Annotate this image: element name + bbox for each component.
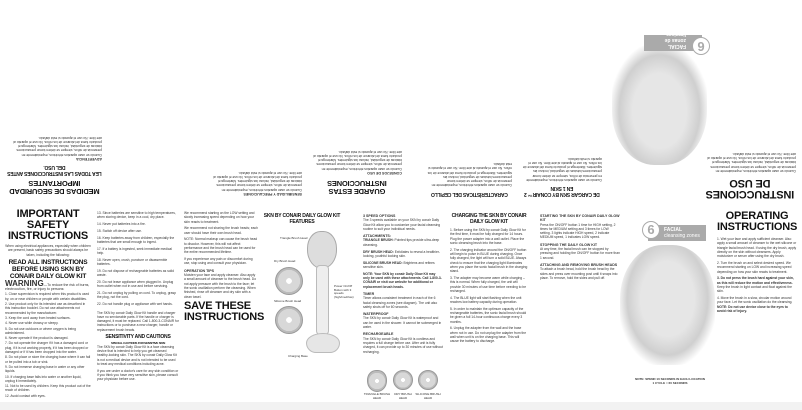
spanish-uso xyxy=(704,149,796,199)
charging-title: CHARGING THE SKN BY CONAIR DAILY GLOW KIT xyxy=(451,213,527,225)
rechargeable-text: The SKN by conair Daily Glow Kit is cordless and requires a full charge before use. After unit is fully charged, it can provide up to 30 minutes of use without recharging. xyxy=(363,336,443,354)
safety-item: 9. Do not immerse charging base in water or any other liquids. xyxy=(5,364,85,374)
safety-column-2 xyxy=(97,211,179,384)
silicone-head-image xyxy=(418,370,438,390)
base-label: Charging Base xyxy=(288,354,308,358)
dry-desc-label: DRY BRUSH HEAD: xyxy=(363,249,394,254)
safety-item: 1. Close supervision is required when this product is used by, on or near children or people with certain disabilities. xyxy=(5,292,90,301)
operating-step-3-bold: 3. Do not press the brush hard against your skin, as this will reduce the motion and effectiveness. xyxy=(717,276,794,285)
heading-guarde: GUARDE ESTAS INSTRUCCIONES xyxy=(327,179,387,196)
silicone-brush-image xyxy=(275,306,303,334)
dry-label: Dry Brush Head xyxy=(274,259,296,263)
save-instructions: SAVE THESE INSTRUCTIONS xyxy=(184,300,265,324)
heading-uso: INSTRUCCIONES DE USO xyxy=(705,177,795,200)
heading-lea: LEA TODAS LAS INSTRUCCIONES ANTES DEL USO. xyxy=(7,164,102,176)
triangle-desc xyxy=(363,238,443,247)
sensitivity-subtitle: SPECIAL CAUTIONS FOR SENSITIVE SKIN xyxy=(110,340,166,345)
safety-column xyxy=(5,209,91,399)
english-section xyxy=(0,205,802,410)
stopping-text: At any time, the facial brush can be stopped by pressing and holding the ON/OFF button for more than 1 second. xyxy=(540,247,620,260)
safety-item: 2. Use product only for its intended use as described in this instruction booklet. Do not use attachments not recommended by the manufacturer. xyxy=(5,302,86,315)
attachments-note: NOTE: Your SKN by conair Daily Glow Kit may only be used with these attachments. Call 1-800-3-CONAIR or visit our website for additional or replacement brush heads. xyxy=(363,271,442,289)
safety-item: 7. Do not operate the charger if it has a damaged cord or plug, if it is not working properly, if it has been dropped or damaged or if it has been dropped into the water. xyxy=(5,341,89,355)
body-text: Cuando se usan aparatos eléctricos, especialmente en presencia de niños, siempre se deben tomar precauciones básicas de seguridad, incluso las siguientes. Mantenga el producto fuera del alcance de los niños. No use el aparato al aire libre. No use el aparato si está dañado. xyxy=(522,156,602,182)
recommend-p2: We recommend not sharing the brush heads; each user should have their own brush head. xyxy=(184,226,258,235)
safety-intro: When using electrical appliances, especially when children are present, basic safety precautions should always be taken, including the following: xyxy=(5,244,91,257)
tips-title: OPERATION TIPS xyxy=(184,268,215,273)
heading-consejos: CONSEJOS DE USO xyxy=(367,171,402,175)
body-text: Cuando se usan aparatos eléctricos, especialmente en presencia de niños, siempre se deben tomar precauciones básicas de seguridad, incluso las siguientes. Mantenga el producto fuera del alcance de los niños. No use el aparato al aire libre. No use el aparato si está dañado. xyxy=(213,170,302,192)
triangle-brush-image xyxy=(307,231,337,269)
charging-step: 2. The charging indicator around the ON/OFF button will begin to pulse in BLUE during charging. Once fully charged, the light will turn a solid BLUE. Always check to ensure that the charging light illuminates when you place the sonic facial brush in the charging stand. xyxy=(450,247,528,274)
spanish-sensibilidad xyxy=(212,168,302,199)
dry-head-label: DRY BRUSH HEAD xyxy=(394,392,412,400)
charging-step: 3. The adapter may become warm while charging – this is normal. When fully charged, the unit will provide 30 minutes of use time before needing to be recharged. xyxy=(450,275,527,293)
spanish-guarde xyxy=(312,147,402,199)
operating-step-1: 1. Wet your face and apply sufficient cleanser. Also apply a small amount of cleanser to the wet silicone or triangle facial brush head. If using the dry brush, apply directly on the skin without cleansers. Apply moisturizer or serum after using the dry brush. xyxy=(717,237,797,259)
charging-step: 4. The BLUE light will start flashing when the unit reaches low battery capacity during operation. xyxy=(450,295,522,304)
body-text: Cuando se usan aparatos eléctricos, especialmente en presencia de niños, siempre se deben tomar precauciones básicas de seguridad, incluso las siguientes. Mantenga el producto fuera del alcance de los niños. No use el aparato al aire libre. No use el aparato si está dañado. xyxy=(313,149,402,171)
sensitivity-title: SENSITIVITY AND CAUTIONS xyxy=(105,334,171,341)
starting-text: Press the ON/OFF button 1 time for HIGH setting, 2 times for MEDIUM setting and 3 times for LOW setting. 3 lights indicate HIGH speed, 2 indicate MEDIUM speed, 1 indicates LOW speed. xyxy=(540,222,616,240)
operating-step-4-text: 4. Move the brush in a slow, circular motion around your face. Let the sonic oscillation do the cleansing. xyxy=(717,296,793,305)
speeds-text: The 3 speeds available on your SKN by conair Daily Glow Kit allow you to customize your facial cleansing routine to suit your individual needs. xyxy=(363,218,441,231)
silicone-desc-label: SILICONE BRUSH HEAD: xyxy=(363,260,403,265)
safety-item: 22. Do not handle plug or appliance with wet hands. xyxy=(97,302,173,307)
triangle-head-image xyxy=(367,370,387,392)
safety-item: 11. Not to be used by children. Keep this product out of the reach of children. xyxy=(5,384,91,393)
zonas-label-es: zonas de limpieza xyxy=(664,31,686,43)
triangle-label: Triangle Brush Head xyxy=(280,236,308,240)
safety-item: 14. Never put batteries into a fire. xyxy=(97,222,146,227)
operating-step-3 xyxy=(717,276,797,293)
rechargeable-title: RECHARGEABLE xyxy=(363,332,394,337)
recommend-p1: We recommend starting on the LOW setting and slowly increasing speed depending on how your skin reacts to treatment. xyxy=(184,211,255,224)
body-text: Cuando se usan aparatos eléctricos, especialmente en presencia de niños, siempre se deben tomar precauciones básicas de seguridad, incluso las siguientes. Mantenga el producto fuera del alcance de los niños. No use el aparato al aire libre. No use el aparato si está dañado. xyxy=(13,135,102,157)
spanish-medidas xyxy=(7,133,102,199)
sensitivity-p1: The SKN by conair Daily Glow Kit is a face cleansing device that is intended to help you get cleansed healthy-looking skin. The SKN by conair Daily Glow Kit is not a medical device and is not intended to be used to treat any medical conditions including acne. xyxy=(97,344,177,367)
device-handle-image xyxy=(316,265,329,335)
safety-item: 3. Keep the cord away from heated surfaces. xyxy=(5,315,71,320)
safety-item: 15. Switch off device after use. xyxy=(97,228,142,233)
safety-item: 17. If a battery is ingested, seek immediate medical help. xyxy=(97,246,172,256)
spanish-cargar xyxy=(522,154,602,199)
charging-base-image xyxy=(306,333,340,353)
warning xyxy=(5,278,91,292)
body-text: Cuando se usan aparatos eléctricos, especialmente en presencia de niños, siempre se deben tomar precauciones básicas de seguridad, incluso las siguientes. Mantenga el producto fuera del alcance de los niños. No use el aparato al aire libre. No use el aparato si está dañado. xyxy=(707,151,796,173)
face-image xyxy=(620,245,715,365)
zones-note-text: NOTE: SPEND 10 SECONDS IN EACH LOCATION xyxy=(635,377,705,381)
silicone-desc xyxy=(363,261,443,270)
operating-step-4 xyxy=(717,296,797,313)
zones-label-facial: FACIAL xyxy=(664,227,683,233)
safety-item: 8. Do not place or store the charging base where it can fall or be pulled into a tub or sink. xyxy=(5,355,91,364)
sensitivity-p2: If you are under a doctor's care for any skin condition or if you think you have very sensitive skin, please consult your physician before use. xyxy=(97,368,179,382)
features-column xyxy=(262,211,342,228)
recommend-column xyxy=(184,211,265,324)
heading-caracteristicas: CARACTERÍSTICAS DEL CEPILLO xyxy=(431,191,508,197)
spanish-caracteristicas xyxy=(427,159,512,199)
safety-item: 19. Do not dispose of rechargeable batteries as solid waste. xyxy=(97,268,174,278)
zones-number: 6 xyxy=(642,221,660,239)
operating-column xyxy=(717,211,797,316)
heading-sensibilidad: SENSIBILIDAD Y PRECAUCIONES xyxy=(243,192,302,196)
safety-item: 10. If charging base falls into water or another liquid, unplug it immediately. xyxy=(5,374,82,383)
charging-column xyxy=(450,211,528,346)
safety-item: 4. Never use while drowsy or sleepy. xyxy=(5,321,59,326)
dry-desc-text: Exfoliates to reveal a healthier-looking, youthful looking skin. xyxy=(363,249,440,258)
operating-step-4-note: NOTE: Do not use device close to the eyes to avoid risk of injury. xyxy=(717,304,788,313)
power-label: Power On/Off Button with 3 speeds (high/med/low) xyxy=(334,284,354,299)
silicone-desc-text: Brightens and refines sensitive skin. xyxy=(363,260,435,269)
stopping-title: STOPPING THE DAILY GLOW KIT xyxy=(540,242,598,247)
safety-list xyxy=(5,292,91,398)
safety-item: 16. Keep batteries away from children, especially the batteries that are small enough to ingest. xyxy=(97,235,175,244)
warning-text: —To reduce the risk of burns, electrocution, fire, or injury to persons: xyxy=(5,282,90,292)
speeds-title: 3 SPEED OPTIONS xyxy=(363,214,396,218)
timer-text: Timer allows consistent treatment in each of the 6 facial cleansing zones (see diagram). The unit also safety shuts off for 60 seconds. xyxy=(363,296,438,309)
zones-label-cleansing: cleansing zones xyxy=(664,233,700,239)
waterproof-text: The SKN by conair Daily Glow Kit is waterproof and can be used in the shower. It cannot be submerged in water. xyxy=(363,316,442,330)
safety-item: 5. Do not use outdoors or where oxygen is being administered. xyxy=(5,326,76,335)
safety-item: 21. Do not unplug by pulling on cord. To unplug, grasp the plug, not the cord. xyxy=(97,291,176,300)
safety-item: 18. Never open, crush, puncture or disassemble batteries. xyxy=(97,257,168,267)
safety-item: 12. Avoid contact with eyes. xyxy=(5,393,46,398)
recommend-p3: NOTE: Normal makeup can cause the brush head to discolor. However, this will not affect performance and the brush head can be used for the entire recommended lifetime. xyxy=(184,237,258,255)
charging-steps xyxy=(450,228,528,344)
starting-title: STARTING THE SKN BY CONAIR DAILY GLOW KIT xyxy=(540,214,620,223)
heading-advertencia: ADVERTENCIA xyxy=(76,157,102,161)
dry-brush-image xyxy=(275,267,303,295)
recommend-p4: If you experience any pain or discomfort during use, stop using and consult your physician. xyxy=(184,257,253,266)
warning-label: WARNING xyxy=(5,278,44,288)
safety-item: 20. Do not leave appliance when plugged in. Unplug from outlet when not in use and before servicing. xyxy=(97,280,174,289)
heading-medidas: MEDIDAS DE SEGURIDAD IMPORTANTES xyxy=(9,179,100,196)
facial-label-es: FACIAL xyxy=(667,43,686,49)
body-text: Cuando se usan aparatos eléctricos, especialmente en presencia de niños, siempre se deben tomar precauciones básicas de seguridad, incluso las siguientes. Mantenga el producto fuera del alcance de los niños. No use el aparato al aire libre. No use el aparato si está dañado. xyxy=(427,162,512,188)
parts-note: The SKN by conair Daily Glow Kit handle and charger have no serviceable parts. If the handle or charger is damaged, it must be replaced. Call 1-800-3-CONAIR for instructions or to purchase a new charger, handle or replacement brush heads. xyxy=(97,310,179,332)
triangle-desc-label: TRIANGLE BRUSH: xyxy=(363,238,394,243)
dry-desc xyxy=(363,250,443,259)
attaching-text: To attach a brush head, hold the brush head by the sides and press over mounting post until it snaps into place. To remove, hold the sides and pull off. xyxy=(540,267,618,280)
charging-step: 1. Before using the SKN by conair Daily Glow Kit for the first time, it must be fully charged for 14 hours. Plug the power adapter into a wall outlet. Place the sonic cleansing brush into the base. xyxy=(450,228,526,245)
operating-step-3-text: Keep the brush in light contact and float against the skin. xyxy=(717,284,792,294)
heading-cargar: DE CARGAR SKN BY CONAIR™ 2 EN 1 SKIN xyxy=(524,185,600,197)
triangle-desc-text: Pointed tips provide ultra-deep cleansing. xyxy=(363,238,440,247)
safety-list-2 xyxy=(97,211,179,307)
zones-note xyxy=(625,378,715,385)
safety-item: 13. Since batteries are sensitive to high temperatures, when storing device, keep in a cool, dry place. xyxy=(97,211,176,220)
features-title: SKN BY CONAIR DAILY GLOW KIT FEATURES xyxy=(263,213,341,225)
charging-step: 6. Unplug the adapter from the wall and the base when not in use. Do not unplug the adapter from the wall when unit is on the charging base. This will cause the battery to discharge. xyxy=(450,326,527,344)
silicone-label: Silicone Brush Head xyxy=(274,299,302,303)
operating-step-2: 2. Turn the brush on and select desired speed. We recommend starting on LOW and increasing speed depending on how your skin reacts to treatment. xyxy=(717,260,792,274)
charging-step: 5. In order to maintain the optimum capacity of the rechargeable batteries, the sonic facial brush should be given a full 14-hour continuous charge every 3 months. xyxy=(450,306,527,324)
silicone-head-label: SILICONE BRUSH HEAD xyxy=(415,392,441,400)
speeds-column xyxy=(363,211,443,356)
tips-text: Moisten your face and apply cleanser. Also apply a small amount of cleanser to the brush head. Do not apply pressure with the brush to the face; let the sonic oscillation perform the cleansing. When finished, rinse off cleanser and dry skin with a clean towel. xyxy=(184,273,257,299)
timer-title: TIMER xyxy=(363,291,375,296)
safety-item: 6. Never operate if the product is damaged. xyxy=(5,336,69,341)
waterproof-title: WATERPROOF xyxy=(363,312,389,317)
attachments-title: ATTACHMENTS: xyxy=(363,234,392,239)
face-image-es xyxy=(612,45,707,165)
zones-cycle-text: 1 CYCLE = 60 SECONDS xyxy=(652,380,688,385)
operating-title: OPERATING INSTRUCTIONS xyxy=(717,210,798,233)
attaching-title: ATTACHING AND REMOVING BRUSH HEADS xyxy=(540,262,618,267)
read-all-heading: READ ALL INSTRUCTIONS BEFORE USING SKN BY CONAIR DAILY GLOW KIT xyxy=(8,258,88,280)
triangle-head-label: TRIANGLE BRUSH HEAD xyxy=(363,392,391,400)
page-footer xyxy=(0,402,802,410)
dry-head-image xyxy=(393,370,413,390)
safety-title: IMPORTANT SAFETY INSTRUCTIONS xyxy=(7,208,89,242)
zones-number-es: 6 xyxy=(692,37,710,55)
starting-column xyxy=(540,211,620,283)
